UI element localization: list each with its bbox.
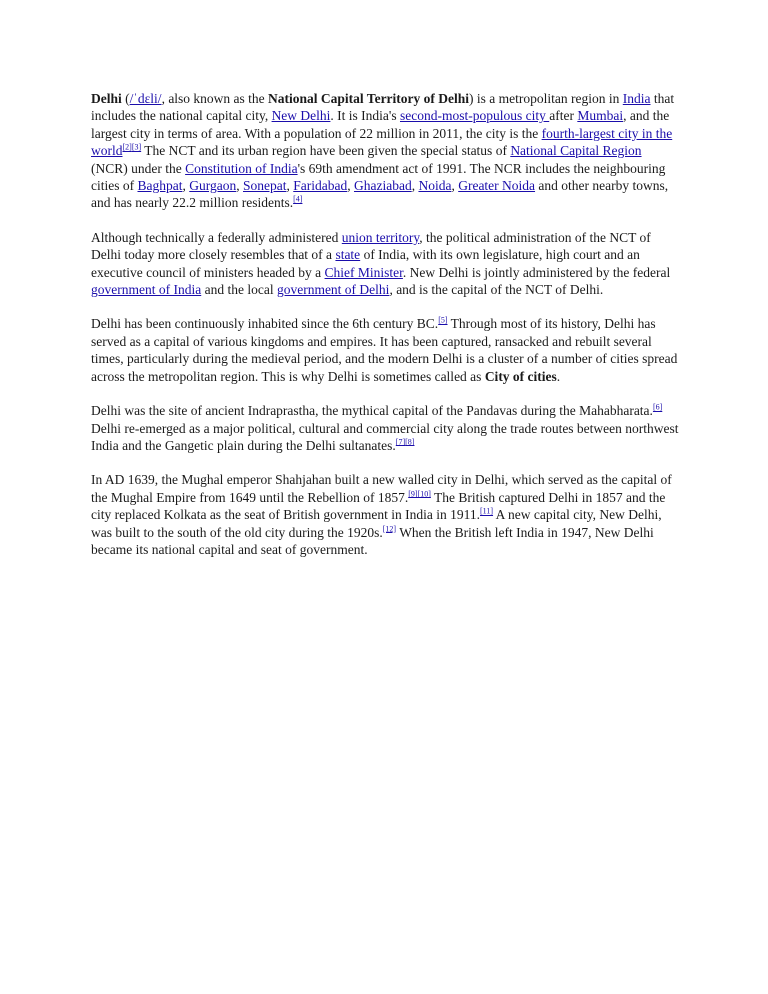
- citation-link-2[interactable]: [2]: [122, 142, 132, 152]
- text: Although technically a federally administered: [91, 229, 342, 245]
- citation-2: [123, 143, 132, 152]
- text: after: [549, 108, 578, 124]
- link-new-delhi[interactable]: New Delhi: [271, 108, 331, 124]
- text: , also known as the: [161, 91, 269, 106]
- text: and other nearby towns, and has nearly 22.2 million residents.: [91, 178, 669, 211]
- text: . It is India's: [330, 108, 400, 124]
- link-india[interactable]: India: [622, 91, 651, 106]
- link-faridabad[interactable]: Faridabad: [293, 178, 348, 194]
- citation-8: [405, 437, 414, 446]
- citation-link-5[interactable]: [5]: [438, 315, 448, 325]
- citation-link-6[interactable]: [6]: [652, 402, 663, 412]
- paragraph-mughal: [91, 471, 681, 558]
- article-body: [91, 90, 681, 575]
- link-government-of-india[interactable]: government of India: [91, 282, 202, 298]
- paragraph-indraprastha: [91, 402, 681, 454]
- link-pronunciation[interactable]: /ˈdɛli/: [129, 91, 162, 106]
- paragraph-administration: [91, 229, 681, 299]
- text: Delhi has been continuously inhabited since the 6th century BC.: [91, 316, 439, 332]
- link-mumbai[interactable]: Mumbai: [577, 108, 624, 124]
- citation-6: [653, 403, 662, 412]
- citation-link-8[interactable]: [8]: [405, 437, 415, 447]
- text: In AD 1639, the Mughal emperor Shahjahan built a new walled city in Delhi, which served as the capital of the Mughal Empire from 1649 until the Rebellion of 1857.: [91, 472, 672, 505]
- text: (NCR) under the: [91, 160, 186, 176]
- text: . New Delhi is jointly administered by the federal: [402, 264, 671, 280]
- link-sonepat[interactable]: Sonepat: [243, 178, 287, 194]
- text: , the political administration of the NCT of Delhi today more closely resembles that of a: [91, 229, 651, 263]
- text: ) is a metropolitan region in: [469, 91, 623, 106]
- link-government-of-delhi[interactable]: government of Delhi: [276, 282, 390, 298]
- link-union-territory[interactable]: union territory: [341, 229, 420, 245]
- text: and the local: [201, 282, 277, 298]
- paragraph-history: [91, 315, 681, 385]
- text: The NCT and its urban region have been given the special status of: [141, 143, 511, 159]
- citation-11: [480, 507, 493, 516]
- text: When the British left India in 1947, New Delhi became its national capital and seat of government.: [91, 524, 654, 557]
- citation-9: [408, 489, 417, 498]
- term-nct: National Capital Territory of Delhi: [268, 91, 470, 106]
- citation-link-12[interactable]: [12]: [382, 524, 397, 534]
- link-gurgaon[interactable]: Gurgaon: [189, 178, 237, 194]
- text: The British captured Delhi in 1857 and the city replaced Kolkata as the seat of British government in India in 1911.: [91, 489, 666, 523]
- citation-link-11[interactable]: [11]: [480, 506, 494, 516]
- link-national-capital-region[interactable]: National Capital Region: [510, 143, 642, 159]
- citation-link-10[interactable]: [10]: [417, 489, 431, 499]
- term-delhi: Delhi: [91, 91, 122, 106]
- link-baghpat[interactable]: Baghpat: [137, 178, 183, 194]
- link-ghaziabad[interactable]: Ghaziabad: [353, 178, 412, 194]
- text: .: [556, 368, 561, 384]
- link-greater-noida[interactable]: Greater Noida: [458, 178, 536, 194]
- link-state[interactable]: state: [335, 247, 361, 263]
- citation-link-7[interactable]: [7]: [395, 437, 406, 447]
- text: , and the largest city in terms of area. With a population of 22 million in 2011, the city is the: [91, 108, 670, 141]
- text: A new capital city, New Delhi, was built to the south of the old city during the 1920s.: [91, 507, 662, 540]
- text: Delhi re-emerged as a major political, cultural and commercial city along the trade routes between northwest India and the Gangetic plain during the Delhi sultanates.: [91, 420, 679, 453]
- citation-3: [132, 143, 141, 152]
- citation-7: [396, 437, 405, 446]
- link-fourth-largest-city[interactable]: fourth-largest city in the world: [91, 125, 673, 159]
- link-constitution-of-india[interactable]: Constitution of India: [185, 160, 298, 176]
- link-second-most-populous-city[interactable]: second-most-populous city: [399, 108, 550, 124]
- paragraph-intro: Delhi (/ˈdɛli/, also known as the National Capital Territory of Delhi) is a metropolitan region in India that includes the national capital city, New Delhi. It is India's second-most-populous city after Mumbai, and the largest city in terms of area. With a population of 22 million in 2011, the city is the fourth-largest city in the world[2][3] The NCT and its urban region have been given the special status of National Capital Region (NCR) under the Constitution of India's 69th amendment act of 1991. The NCR includes the neighbouring cities of Baghpat, Gurgaon, Sonepat, Faridabad, Ghaziabad, Noida, Greater Noida and other nearby towns, and has nearly 22.2 million residents.[4]: [91, 91, 675, 211]
- citation-12: [383, 524, 396, 533]
- link-noida[interactable]: Noida: [418, 178, 452, 194]
- text: , and is the capital of the NCT of Delhi.: [389, 282, 604, 298]
- text: (: [121, 91, 130, 106]
- text: that includes the national capital city,: [91, 91, 675, 124]
- citation-link-4[interactable]: [4]: [293, 194, 303, 204]
- citation-10: [418, 489, 431, 498]
- text: Through most of its history, Delhi has served as a capital of various kingdoms and empires. It has been captured, ransacked and rebuilt several times, particularly during the medieval period, and the modern Delhi is a cluster of a number of cities spread across the metropolitan region. This is why Delhi is sometimes called as: [91, 316, 678, 384]
- citation-link-9[interactable]: [9]: [408, 489, 418, 499]
- term-city-of-cities: City of cities: [484, 368, 557, 384]
- text: Delhi was the site of ancient Indraprastha, the mythical capital of the Pandavas during the Mahabharata.: [91, 403, 653, 419]
- citation-4: [293, 195, 302, 204]
- citation-link-3[interactable]: [3]: [131, 142, 142, 152]
- citation-5: [438, 316, 447, 325]
- text: of India, with its own legislature, high court and an executive council of ministers headed by a: [91, 247, 640, 280]
- text: 's 69th amendment act of 1991. The NCR includes the neighbouring cities of: [91, 160, 666, 194]
- link-chief-minister[interactable]: Chief Minister: [324, 264, 403, 280]
